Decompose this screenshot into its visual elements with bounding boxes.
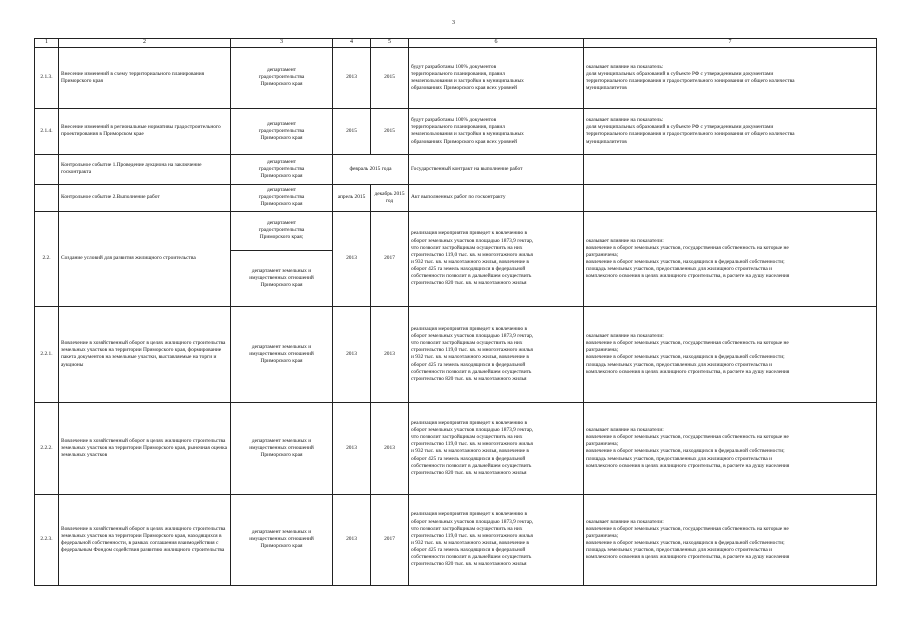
table-row	[35, 402, 877, 494]
end-year: 2013	[371, 306, 409, 402]
expected-result: Акт выполненных работ по госконтракту	[409, 184, 584, 211]
responsible-dept: департамент земельных и имущественных отношений Приморского края	[231, 494, 333, 585]
header-cell: 7	[584, 39, 877, 48]
activity-title: Контрольное событие 2.Выполнение работ	[59, 184, 231, 211]
start-year: 2013	[333, 402, 371, 494]
page-number: 3	[452, 20, 455, 26]
indicator-link: оказывает влияние на показатели: вовлечение в оборот земельных участков, государственная собственность на которые не разграничена; вовлечение в оборот земельных участков, находящихся в федеральной собственности; площадь земельных участков, предоставленных для жилищного строительства и комплексного освоения в целях жилищного строительства, в расчете на душу населения	[584, 306, 877, 402]
header-cell: 6	[409, 39, 584, 48]
activity-title: Вовлечение в хозяйственный оборот в целях жилищного строительства земельных участков на территории Приморского края, формирование пакета документов на земельные участки, выставляемые на торги и аукционы	[59, 306, 231, 402]
responsible-dept: департамент земельных и имущественных отношений Приморского края	[231, 402, 333, 494]
end-period: декабрь 2015 год	[371, 184, 409, 211]
indicator-link: оказывает влияние на показатели: вовлечение в оборот земельных участков, государственная собственность на которые не разграничена; вовлечение в оборот земельных участков, находящихся в федеральной собственности; площадь земельных участков, предоставленных для жилищного строительства и комплексного освоения в целях жилищного строительства, в расчете на душу населения	[584, 494, 877, 585]
start-year: 2013	[333, 494, 371, 585]
activity-title: Внесение изменений в схему территориального планирования Приморского края	[59, 47, 231, 108]
responsible-dept: департамент градостроительства Приморского края	[231, 184, 333, 211]
responsible-dept: департамент градостроительства Приморского края	[231, 154, 333, 184]
table-row	[35, 494, 877, 585]
row-number: 2.1.4.	[35, 108, 59, 154]
header-cell: 2	[59, 39, 231, 48]
row-number: 2.2.2.	[35, 402, 59, 494]
start-year: 2013	[333, 211, 371, 306]
responsible-dept: департамент градостроительства Приморского края;	[231, 211, 333, 250]
end-year: 2017	[371, 494, 409, 585]
header-cell: 5	[371, 39, 409, 48]
indicator-link: оказывает влияние на показатель: доля муниципальных образований в субъекте РФ с утвержденными документами территориального планирования и градостроительного зонирования от общего количества муниципалитетов	[584, 47, 877, 108]
header-row	[35, 39, 877, 48]
table-row	[35, 184, 877, 211]
co-responsible-dept: департамент земельных и имущественных отношений Приморского края	[231, 250, 333, 306]
end-year: 2013	[371, 402, 409, 494]
row-number: 2.2.1.	[35, 306, 59, 402]
table-row	[35, 154, 877, 184]
activity-title: Контрольное событие 1.Проведение аукциона на заключение госконтракта	[59, 154, 231, 184]
expected-result: реализация мероприятия приведет к вовлечению в оборот земельных участков площадью 1873,9 гектар, что позволит застройщикам осуществить на них строительство 119,0 тыс. кв. м многоэтажного жилья и 932 тыс. кв. м малоэтажного жилья, вовлечение в оборот 425 га земель находящихся в федеральной собственности позволит в дальнейшем осуществить строительство 820 тыс. кв. м малоэтажного жилья	[409, 402, 584, 494]
row-number: 2.2.	[35, 211, 59, 306]
row-number	[35, 184, 59, 211]
indicator-link: оказывает влияние на показатели: вовлечение в оборот земельных участков, государственная собственность на которые не разграничена; вовлечение в оборот земельных участков, находящихся в федеральной собственности; площадь земельных участков, предоставленных для жилищного строительства и комплексного освоения в целях жилищного строительства, в расчете на душу населения	[584, 211, 877, 306]
table-row	[35, 211, 877, 250]
row-number: 2.2.3.	[35, 494, 59, 585]
start-period: апрель 2015	[333, 184, 371, 211]
program-activities-table	[34, 38, 877, 586]
activity-title: Создание условий для развития жилищного строительства	[59, 211, 231, 306]
table-row	[35, 306, 877, 402]
activity-title: Внесение изменений в региональные нормативы градостроительного проектирования в Приморском крае	[59, 108, 231, 154]
activity-title: Вовлечение в хозяйственный оборот в целях жилищного строительства земельных участков на территории Приморского края, рыночная оценка земельных участков	[59, 402, 231, 494]
start-year: 2013	[333, 47, 371, 108]
start-year: 2013	[333, 306, 371, 402]
end-year: 2015	[371, 108, 409, 154]
activity-title: Вовлечение в хозяйственный оборот в целях жилищного строительства земельных участков на территории Приморского края, находящихся в федеральной собственности, в рамках соглашения взаимодействия с федеральным Фондом содействия развитию жилищного строительства	[59, 494, 231, 585]
start-year: 2015	[333, 108, 371, 154]
expected-result: Государственный контракт на выполнение работ	[409, 154, 584, 184]
end-year: 2017	[371, 211, 409, 306]
table-row	[35, 108, 877, 154]
row-number	[35, 154, 59, 184]
expected-result: реализация мероприятия приведет к вовлечению в оборот земельных участков площадью 1873,9 гектар, что позволит застройщикам осуществить на них строительство 119,0 тыс. кв. м многоэтажного жилья и 932 тыс. кв. м малоэтажного жилья, вовлечение в оборот 425 га земель находящихся в федеральной собственности позволит в дальнейшем осуществить строительство 820 тыс. кв. м малоэтажного жилья	[409, 211, 584, 306]
expected-result: реализация мероприятия приведет к вовлечению в оборот земельных участков площадью 1873,9 гектар, что позволит застройщикам осуществить на них строительство 119,0 тыс. кв. м многоэтажного жилья и 932 тыс. кв. м малоэтажного жилья, вовлечение в оборот 425 га земель находящихся в федеральной собственности позволит в дальнейшем осуществить строительство 820 тыс. кв. м малоэтажного жилья	[409, 306, 584, 402]
expected-result: будут разработаны 100% документов территориального планирования, правил землепользования и застройки в муниципальных образованиях Приморского края всех уровней	[409, 108, 584, 154]
responsible-dept: департамент градостроительства Приморского края	[231, 108, 333, 154]
event-period: февраль 2015 года	[333, 154, 409, 184]
header-cell: 1	[35, 39, 59, 48]
row-number: 2.1.3.	[35, 47, 59, 108]
expected-result: будут разработаны 100% документов территориального планирования, правил землепользования и застройки в муниципальных образованиях Приморского края всех уровней	[409, 47, 584, 108]
responsible-dept: департамент земельных и имущественных отношений Приморского края	[231, 306, 333, 402]
header-cell: 4	[333, 39, 371, 48]
expected-result: реализация мероприятия приведет к вовлечению в оборот земельных участков площадью 1873,9 гектар, что позволит застройщикам осуществить на них строительство 119,0 тыс. кв. м многоэтажного жилья и 932 тыс. кв. м малоэтажного жилья, вовлечение в оборот 425 га земель находящихся в федеральной собственности позволит в дальнейшем осуществить строительство 820 тыс. кв. м малоэтажного жилья	[409, 494, 584, 585]
end-year: 2015	[371, 47, 409, 108]
indicator-link: оказывает влияние на показатель: доля муниципальных образований в субъекте РФ с утвержденными документами территориального планирования и градостроительного зонирования от общего количества муниципалитетов	[584, 108, 877, 154]
indicator-link	[584, 154, 877, 184]
indicator-link	[584, 184, 877, 211]
header-cell: 3	[231, 39, 333, 48]
responsible-dept: департамент градостроительства Приморского края	[231, 47, 333, 108]
table-row	[35, 47, 877, 108]
indicator-link: оказывает влияние на показатели: вовлечение в оборот земельных участков, государственная собственность на которые не разграничена; вовлечение в оборот земельных участков, находящихся в федеральной собственности; площадь земельных участков, предоставленных для жилищного строительства и комплексного освоения в целях жилищного строительства, в расчете на душу населения	[584, 402, 877, 494]
